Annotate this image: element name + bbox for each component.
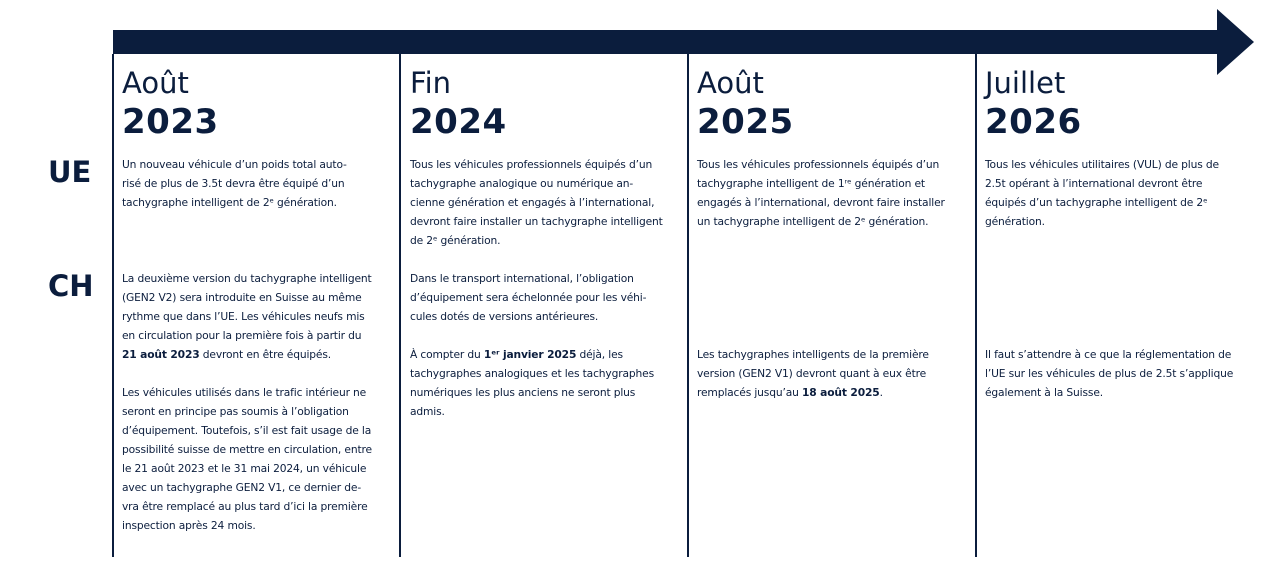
ch-text-pre: Les tachygraphes intelligents de la première version (GEN2 V1) devront quant à eux être remplacés jusqu’au <box>697 348 929 399</box>
row-label-ue: UE <box>48 155 92 189</box>
ch-text-tail: déjà, les tachygraphes analogiques et les tachygraphes numériques les plus anciens ne seront plus admis. <box>410 348 654 418</box>
divider-line <box>975 54 977 557</box>
ue-text: Tous les véhicules professionnels équipés d’un tachygraphe analogique ou numérique an- cienne génération et engagés à l’international, devront faire installer un tachygraphe intelligent de 2ᵉ génération. <box>410 158 663 247</box>
column-year: 2026 <box>985 102 1082 142</box>
ch-text-tail: . <box>879 386 883 399</box>
ch-text-bold: 18 août 2025 <box>802 386 880 399</box>
ue-text: Un nouveau véhicule d’un poids total auto- risé de plus de 3.5t devra être équipé d’un tachygraphe intelligent de 2ᵉ génération. <box>122 158 347 209</box>
ch-text-2 <box>410 345 680 421</box>
ch-text-bold: 1ᵉʳ janvier 2025 <box>483 348 577 361</box>
column-year: 2025 <box>697 102 794 142</box>
ch-text-body: La deuxième version du tachygraphe intelligent (GEN2 V2) sera introduite en Suisse au même rythme que dans l’UE. Les véhicules neufs mis en circulation pour la première fois à partir du <box>122 272 372 342</box>
timeline-arrow-bar <box>113 30 1219 54</box>
column-year: 2024 <box>410 102 507 142</box>
ch-text-bold: 21 août 2023 <box>122 348 200 361</box>
column-month: Août <box>697 66 764 100</box>
ch-text-pre: À compter du <box>410 348 484 361</box>
ch-text <box>122 269 392 364</box>
timeline-arrow-head <box>1217 9 1254 75</box>
ch-text-tail: devront en être équipés. <box>199 348 332 361</box>
ue-text: Tous les véhicules utilitaires (VUL) de plus de 2.5t opérant à l’international devront être équipés d’un tachygraphe intelligent de 2ᵉ génération. <box>985 158 1219 228</box>
divider-line <box>399 54 401 557</box>
column-month: Fin <box>410 66 452 100</box>
ue-text: Tous les véhicules professionnels équipés d’un tachygraphe intelligent de 1ʳᵉ génération et engagés à l’international, devront faire installer un tachygraphe intelligent de 2ᵉ génération. <box>697 158 945 228</box>
column-year: 2023 <box>122 102 219 142</box>
ch-text: Dans le transport international, l’obligation d’équipement sera échelonnée pour les véhi- cules dotés de versions antérieures. <box>410 272 647 323</box>
ch-text-2: Les véhicules utilisés dans le trafic intérieur ne seront en principe pas soumis à l’obligation d’équipement. Toutefois, s’il est fait usage de la possibilité suisse de mettre en circulation, entre le 21 août 2023 et le 31 mai 2024, un véhicule avec un tachygraphe GEN2 V1, ce dernier de- vra être remplacé au plus tard d’ici la première inspection après 24 mois. <box>122 386 372 532</box>
divider-line <box>687 54 689 557</box>
column-month: Août <box>122 66 189 100</box>
divider-line <box>112 54 114 557</box>
ch-text-2: Il faut s’attendre à ce que la réglementation de l’UE sur les véhicules de plus de 2.5t s’applique également à la Suisse. <box>985 348 1234 399</box>
row-label-ch: CH <box>48 269 94 303</box>
column-month: Juillet <box>985 66 1066 100</box>
ch-text-2 <box>697 345 967 402</box>
